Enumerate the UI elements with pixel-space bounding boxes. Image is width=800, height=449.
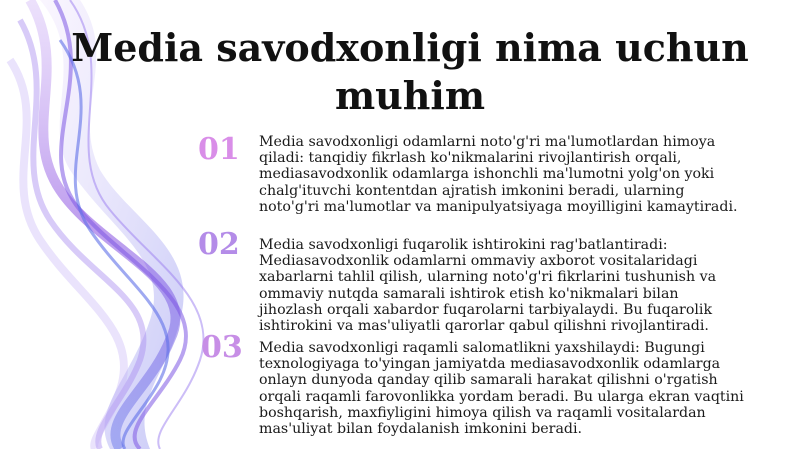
slide-title: Media savodxonligi nima uchun muhim — [71, 25, 749, 118]
point-text-1: Media savodxonligi odamlarni noto'g'ri ma'lumotlardan himoya qiladi: tanqidiy fikrlash ko'nikmalarini rivojlantirish orqali, mediasavodxonlik odamlarga ishonchli ma'lumotni yolg'on yoki chalg'ituvchi kontentdan ajratish imkonini beradi, ularning noto'g'ri ma'lumotlar va manipulyatsiyaga moyilligini kamaytiradi. — [259, 134, 738, 215]
point-number-3: 03 — [201, 330, 243, 365]
point-number-2: 02 — [198, 227, 240, 262]
point-number-1: 01 — [198, 132, 240, 167]
point-text-3: Media savodxonligi raqamli salomatlikni yaxshilaydi: Bugungi texnologiyaga to'yingan jamiyatda mediasavodxonlik odamlarga onlayn dunyoda qanday qilib samarali harakat qilishni o'rgatish orqali raqamli farovonlikka yordam beradi. Bu ularga ekran vaqtini boshqarish, maxfiyligini himoya qilish va raqamli vositalardan mas'uliyat bilan foydalanish imkonini beradi. — [259, 340, 744, 438]
point-text-2: Media savodxonligi fuqarolik ishtirokini rag'batlantiradi: Mediasavodxonlik odamlarni ommaviy axborot vositalaridagi xabarlarni tahlil qilish, ularning noto'g'ri fikrlarini tushunish va ommaviy nutqda samarali ishtirok etish ko'nikmalari bilan jihozlash orqali xabardor fuqarolarni tarbiyalaydi. Bu fuqarolik ishtirokini va mas'uliyatli qarorlar qabul qilishni rivojlantiradi. — [259, 237, 717, 335]
